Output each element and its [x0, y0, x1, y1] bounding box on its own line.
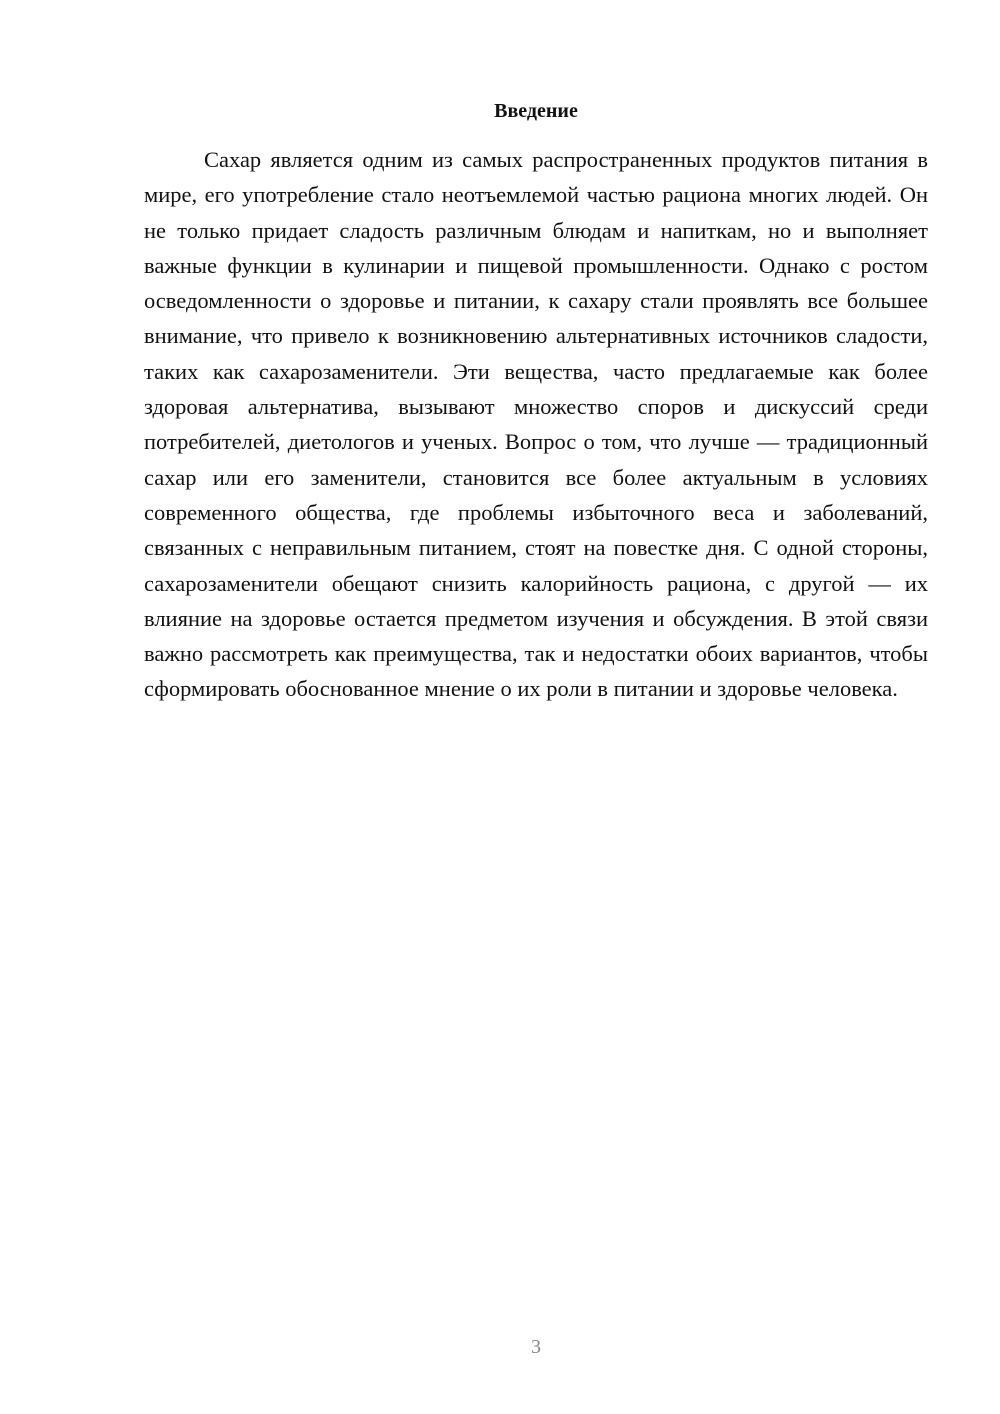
body-paragraph: Сахар является одним из самых распространенных продуктов питания в мире, его употребление стало неотъемлемой частью рациона многих людей. Он не только придает сладость различным блюдам и напиткам, но и выполняет важные функции в кулинарии и пищевой промышленности. Однако с ростом осведомленности о здоровье и питании, к сахару стали проявлять все большее внимание, что привело к возникновению альтернативных источников сладости, таких как сахарозаменители. Эти вещества, часто предлагаемые как более здоровая альтернатива, вызывают множество споров и дискуссий среди потребителей, диетологов и ученых. Вопрос о том, что лучше — традиционный сахар или его заменители, становится все более актуальным в условиях современного общества, где проблемы избыточного веса и заболеваний, связанных с неправильным питанием, стоят на повестке дня. С одной стороны, сахарозаменители обещают снизить калорийность рациона, с другой — их влияние на здоровье остается предметом изучения и обсуждения. В этой связи важно рассмотреть как преимущества, так и недостатки обоих вариантов, чтобы сформировать обоснованное мнение о их роли в питании и здоровье человека. — [144, 147, 928, 702]
page-number: 3 — [531, 1336, 541, 1358]
section-heading: Введение — [494, 100, 578, 122]
